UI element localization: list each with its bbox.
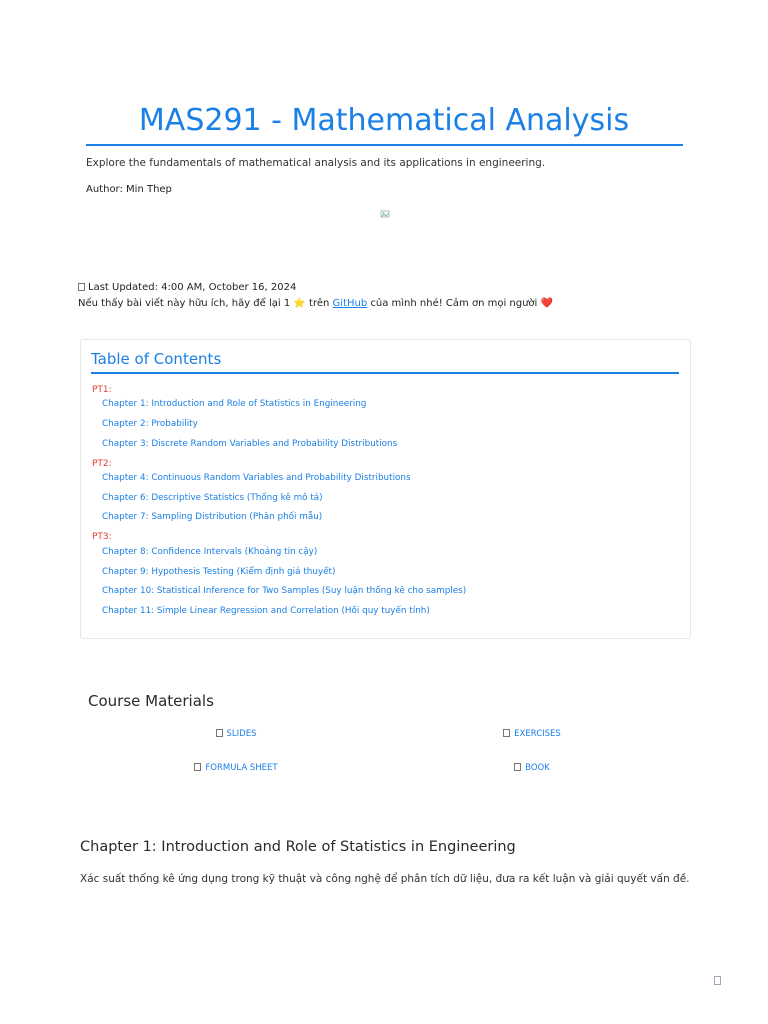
- toc-link-chapter-8[interactable]: Chapter 8: Confidence Intervals (Khoảng tin cậy): [102, 547, 318, 557]
- title-divider: [86, 144, 683, 146]
- toc-link-chapter-3[interactable]: Chapter 3: Discrete Random Variables and Probability Distributions: [102, 439, 398, 449]
- thanks-note: Nếu thấy bài viết này hữu ích, hãy để lại 1 ⭐ trên GitHub của mình nhé! Cảm ơn mọi người ❤️: [78, 298, 553, 309]
- page-title: MAS291 - Mathematical Analysis: [138, 103, 630, 138]
- file-icon: [503, 729, 510, 737]
- file-icon: [216, 729, 223, 737]
- last-updated: Last Updated: 4:00 AM, October 16, 2024: [78, 282, 296, 293]
- scroll-top-icon[interactable]: [714, 976, 721, 985]
- file-icon: [194, 763, 201, 771]
- formula-sheet-link[interactable]: FORMULA SHEET: [136, 763, 336, 773]
- toc-link-chapter-4[interactable]: Chapter 4: Continuous Random Variables and Probability Distributions: [102, 473, 411, 483]
- slides-link[interactable]: SLIDES: [136, 729, 336, 739]
- toc-link-chapter-9[interactable]: Chapter 9: Hypothesis Testing (Kiểm định giả thuyết): [102, 567, 336, 577]
- page-description: Explore the fundamentals of mathematical analysis and its applications in engineering.: [86, 157, 546, 169]
- toc-link-chapter-11[interactable]: Chapter 11: Simple Linear Regression and Correlation (Hồi quy tuyến tính): [102, 606, 430, 616]
- exercises-link[interactable]: EXERCISES: [432, 729, 632, 739]
- book-link[interactable]: BOOK: [432, 763, 632, 773]
- github-link[interactable]: GitHub: [332, 298, 368, 309]
- toc-part-label: PT2:: [92, 459, 112, 469]
- toc-part-label: PT1:: [92, 385, 112, 395]
- table-of-contents: [80, 339, 691, 639]
- toc-link-chapter-6[interactable]: Chapter 6: Descriptive Statistics (Thống kê mô tả): [102, 493, 323, 503]
- author-line: Author: Min Thep: [86, 184, 172, 195]
- toc-part-label: PT3:: [92, 532, 112, 542]
- course-materials-heading: Course Materials: [88, 692, 214, 710]
- broken-image-icon: [380, 209, 390, 219]
- chapter-1-heading: Chapter 1: Introduction and Role of Statistics in Engineering: [80, 839, 516, 855]
- heart-icon: ❤️: [540, 298, 553, 309]
- toc-title: Table of Contents: [91, 350, 222, 368]
- toc-divider: [91, 372, 679, 374]
- toc-link-chapter-7[interactable]: Chapter 7: Sampling Distribution (Phân phối mẫu): [102, 512, 323, 522]
- file-icon: [514, 763, 521, 771]
- calendar-icon: [78, 283, 85, 291]
- star-icon: ⭐: [293, 298, 306, 309]
- toc-link-chapter-2[interactable]: Chapter 2: Probability: [102, 419, 198, 429]
- toc-link-chapter-1[interactable]: Chapter 1: Introduction and Role of Statistics in Engineering: [102, 399, 367, 409]
- chapter-1-body: Xác suất thống kê ứng dụng trong kỹ thuật và công nghệ để phân tích dữ liệu, đưa ra kết luận và giải quyết vấn đề.: [80, 873, 690, 885]
- toc-link-chapter-10[interactable]: Chapter 10: Statistical Inference for Two Samples (Suy luận thống kê cho samples): [102, 586, 467, 596]
